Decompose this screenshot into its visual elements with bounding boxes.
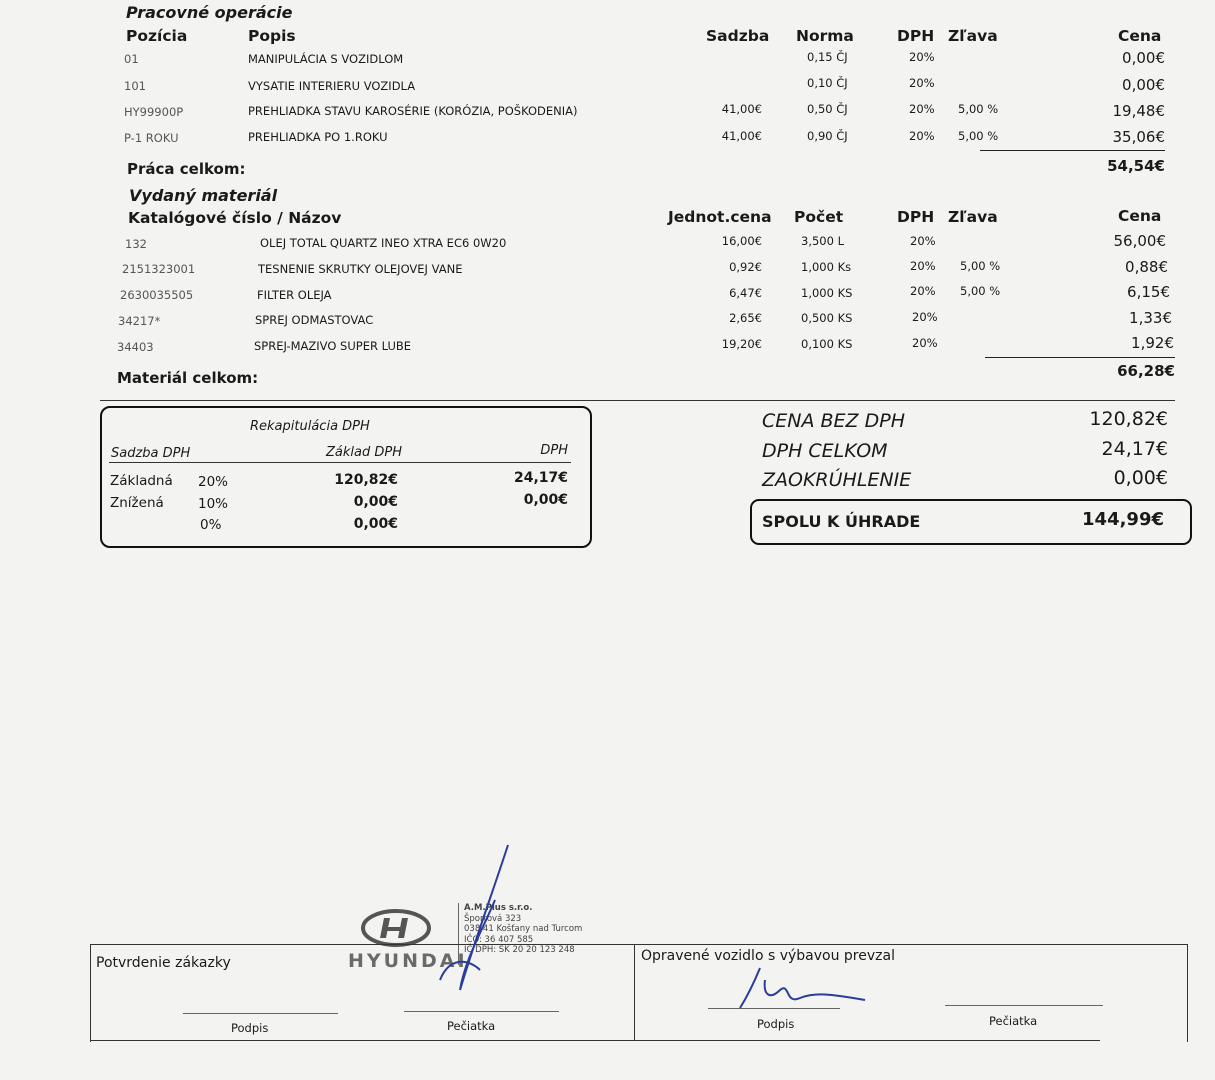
vat-recap-base: 0,00€ bbox=[353, 516, 398, 532]
vat-recap-col-rate: Sadzba DPH bbox=[111, 446, 191, 461]
work-total-value: 54,54€ bbox=[1107, 157, 1165, 175]
section-divider bbox=[100, 400, 1175, 401]
summary-vat-value: 24,17€ bbox=[1101, 438, 1168, 460]
work-header-discount: Zľava bbox=[948, 27, 998, 45]
vat-recap-vat: 24,17€ bbox=[513, 470, 568, 486]
work-norm: 0,15 ČJ bbox=[807, 50, 848, 64]
vat-recap-vat: 0,00€ bbox=[523, 492, 568, 508]
summary-rounding-label: ZAOKRÚHLENIE bbox=[762, 469, 912, 491]
material-vat: 20% bbox=[912, 310, 938, 324]
material-catalog-number: 132 bbox=[125, 237, 147, 251]
work-discount: 5,00 % bbox=[958, 102, 999, 116]
work-price: 35,06€ bbox=[1112, 128, 1165, 146]
material-vat: 20% bbox=[910, 284, 936, 298]
summary-vat-label: DPH CELKOM bbox=[762, 440, 888, 462]
work-norm: 0,50 ČJ bbox=[807, 102, 848, 116]
material-name: OLEJ TOTAL QUARTZ INEO XTRA EC6 0W20 bbox=[260, 236, 507, 250]
work-header-price: Cena bbox=[1118, 27, 1162, 45]
material-header-count: Počet bbox=[794, 208, 844, 226]
signature-line bbox=[183, 1013, 338, 1014]
work-header-rate: Sadzba bbox=[706, 27, 770, 45]
work-total-divider bbox=[980, 150, 1165, 151]
material-name: FILTER OLEJA bbox=[257, 288, 332, 302]
handwritten-signature-receiver bbox=[735, 960, 875, 1015]
material-count: 1,000 Ks bbox=[801, 260, 852, 274]
work-vat: 20% bbox=[909, 102, 935, 116]
material-total-label: Materiál celkom: bbox=[117, 369, 259, 387]
material-name: TESNENIE SKRUTKY OLEJOVEJ VANE bbox=[258, 262, 463, 276]
summary-rounding-value: 0,00€ bbox=[1113, 467, 1168, 489]
receiver-stamp-caption: Pečiatka bbox=[989, 1014, 1038, 1028]
total-due-value: 144,99€ bbox=[1082, 509, 1164, 530]
material-price: 56,00€ bbox=[1113, 232, 1166, 250]
work-price: 19,48€ bbox=[1112, 102, 1165, 120]
vehicle-received-label: Opravené vozidlo s výbavou prevzal bbox=[641, 948, 895, 964]
vat-recap-col-vat: DPH bbox=[540, 443, 568, 458]
work-total-label: Práca celkom: bbox=[127, 160, 246, 178]
work-vat: 20% bbox=[909, 50, 935, 64]
signature-frame-bottom bbox=[90, 1040, 1100, 1041]
vat-recap-rate-label: Základná bbox=[110, 473, 173, 489]
work-price: 0,00€ bbox=[1122, 49, 1165, 67]
material-unit-price: 2,65€ bbox=[729, 311, 762, 325]
work-norm: 0,90 ČJ bbox=[807, 129, 848, 143]
material-catalog-number: 2151323001 bbox=[122, 262, 196, 276]
work-position: HY99900P bbox=[124, 105, 184, 119]
stamp-company-name: A.M.Plus s.r.o. bbox=[464, 903, 533, 913]
material-vat: 20% bbox=[912, 336, 938, 350]
material-unit-price: 0,92€ bbox=[729, 260, 762, 274]
material-header-unit-price: Jednot.cena bbox=[668, 208, 772, 226]
stamp-caption: Pečiatka bbox=[447, 1019, 496, 1033]
vat-recap-col-base: Základ DPH bbox=[326, 445, 402, 460]
work-norm: 0,10 ČJ bbox=[807, 76, 848, 90]
material-header-discount: Zľava bbox=[948, 208, 998, 226]
material-count: 0,100 KS bbox=[801, 337, 853, 351]
vat-recap-header-rule bbox=[109, 462, 571, 463]
work-position: P-1 ROKU bbox=[124, 131, 179, 145]
receiver-stamp-line bbox=[945, 1005, 1103, 1006]
work-header-norm: Norma bbox=[796, 27, 854, 45]
material-header-catalog: Katalógové číslo / Názov bbox=[128, 209, 342, 227]
stamp-vat-id: IČ DPH: SK 20 20 123 248 bbox=[464, 945, 575, 955]
stamp-city: 038 41 Košťany nad Turcom bbox=[464, 924, 583, 934]
receiver-signature-caption: Podpis bbox=[757, 1017, 795, 1031]
order-confirmation-label: Potvrdenie zákazky bbox=[96, 955, 231, 971]
vat-recap-rate-percent: 20% bbox=[198, 474, 229, 490]
work-position: 01 bbox=[124, 52, 139, 66]
material-discount: 5,00 % bbox=[960, 284, 1001, 298]
work-position: 101 bbox=[124, 79, 146, 93]
summary-net-label: CENA BEZ DPH bbox=[762, 410, 905, 432]
hyundai-wordmark: HYUNDAI bbox=[348, 950, 468, 972]
material-header-vat: DPH bbox=[897, 208, 935, 226]
material-catalog-number: 34403 bbox=[117, 340, 154, 354]
material-total-value: 66,28€ bbox=[1117, 362, 1175, 380]
material-discount: 5,00 % bbox=[960, 259, 1001, 273]
signature-caption: Podpis bbox=[231, 1021, 269, 1035]
material-vat: 20% bbox=[910, 259, 936, 273]
stamp-ico: IČO: 36 407 585 bbox=[464, 934, 534, 945]
material-name: SPREJ ODMASTOVAC bbox=[255, 313, 374, 327]
work-header-vat: DPH bbox=[897, 27, 935, 45]
vat-recap-rate-percent: 10% bbox=[198, 496, 229, 512]
vat-recap-rate-label: Znížená bbox=[110, 495, 164, 511]
material-catalog-number: 34217* bbox=[118, 314, 161, 328]
vat-recap-title: Rekapitulácia DPH bbox=[250, 419, 370, 434]
work-header-description: Popis bbox=[248, 27, 296, 45]
work-header-position: Pozícia bbox=[126, 27, 188, 45]
work-description: VYSATIE INTERIERU VOZIDLA bbox=[248, 79, 416, 93]
material-vat: 20% bbox=[910, 234, 936, 248]
material-count: 3,500 L bbox=[801, 234, 844, 248]
material-unit-price: 6,47€ bbox=[729, 286, 762, 300]
material-count: 0,500 KS bbox=[801, 311, 853, 325]
work-rate: 41,00€ bbox=[721, 129, 762, 143]
vat-recap-rate-percent: 0% bbox=[200, 517, 222, 533]
stamp-street: Športová 323 bbox=[464, 913, 522, 924]
vat-recap-base: 0,00€ bbox=[353, 494, 398, 510]
work-vat: 20% bbox=[909, 76, 935, 90]
material-count: 1,000 KS bbox=[801, 286, 853, 300]
material-section-title: Vydaný materiál bbox=[129, 186, 278, 205]
material-unit-price: 16,00€ bbox=[721, 234, 762, 248]
work-description: PREHLIADKA STAVU KAROSÉRIE (KORÓZIA, POŠKODENIA) bbox=[248, 104, 578, 118]
summary-net-value: 120,82€ bbox=[1089, 408, 1168, 430]
material-price: 6,15€ bbox=[1127, 283, 1170, 301]
stamp-line bbox=[404, 1011, 559, 1012]
signature-frame-divider bbox=[634, 944, 635, 1040]
total-due-label: SPOLU K ÚHRADE bbox=[762, 512, 921, 531]
material-catalog-number: 2630035505 bbox=[120, 288, 194, 302]
material-price: 0,88€ bbox=[1125, 258, 1168, 276]
material-name: SPREJ-MAZIVO SUPER LUBE bbox=[254, 339, 412, 353]
work-rate: 41,00€ bbox=[721, 102, 762, 116]
work-price: 0,00€ bbox=[1122, 76, 1165, 94]
work-vat: 20% bbox=[909, 129, 935, 143]
material-price: 1,33€ bbox=[1129, 309, 1172, 327]
material-price: 1,92€ bbox=[1131, 334, 1174, 352]
work-description: MANIPULÁCIA S VOZIDLOM bbox=[248, 52, 404, 66]
handwritten-signature-company bbox=[420, 840, 520, 1000]
work-discount: 5,00 % bbox=[958, 129, 999, 143]
work-section-title: Pracovné operácie bbox=[126, 3, 293, 22]
material-header-price: Cena bbox=[1118, 207, 1162, 225]
work-description: PREHLIADKA PO 1.ROKU bbox=[248, 130, 388, 144]
vat-recap-base: 120,82€ bbox=[334, 472, 398, 488]
material-unit-price: 19,20€ bbox=[721, 337, 762, 351]
material-total-divider bbox=[985, 357, 1175, 358]
